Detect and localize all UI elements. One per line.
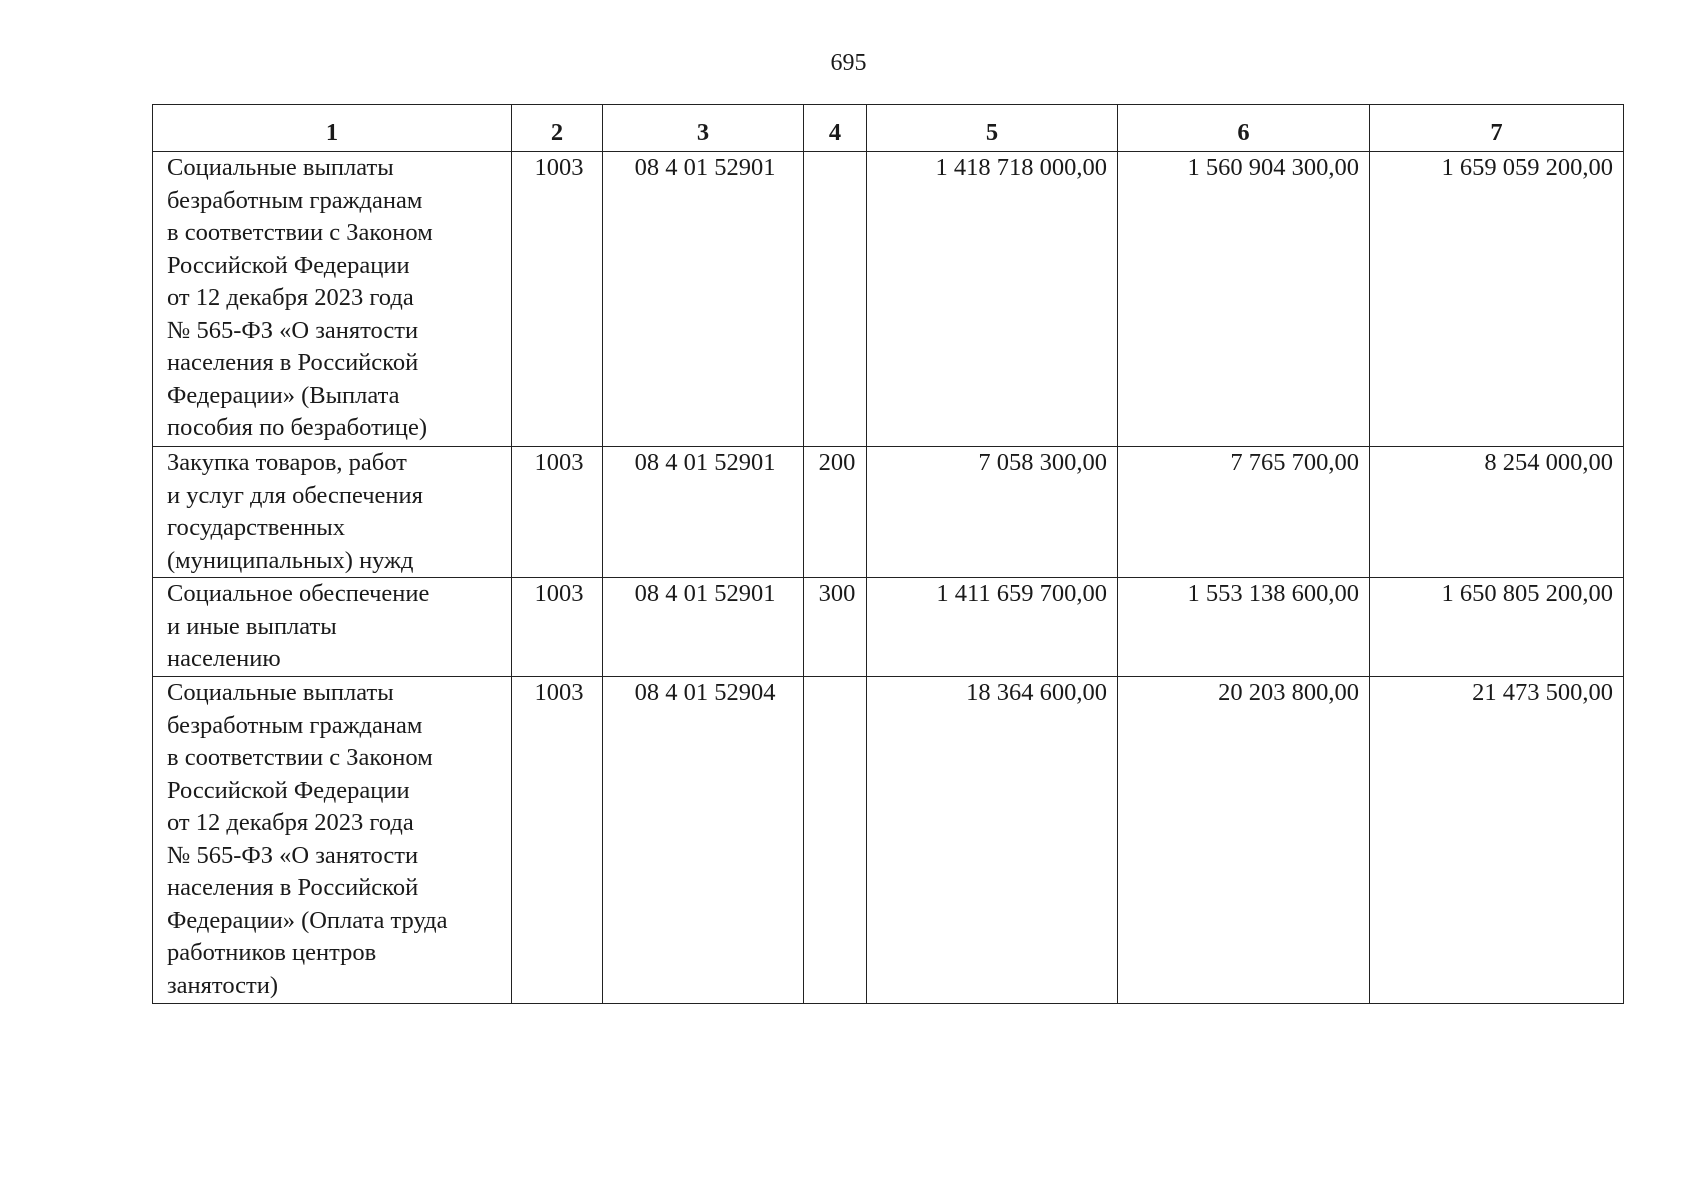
page-number: 695 [830,50,867,76]
value-col-7: 21 473 500,00 [1370,677,1624,1004]
kind-code [804,152,867,447]
value-col-5: 7 058 300,00 [867,447,1118,578]
table-row [153,578,1624,677]
value-col-7: 1 659 059 200,00 [1370,152,1624,447]
value-col-5: 1 411 659 700,00 [867,578,1118,677]
column-header: 3 [603,105,804,152]
kind-code [804,677,867,1004]
table-row [153,152,1624,447]
section-code: 1003 [512,677,603,1004]
kind-code: 200 [804,447,867,578]
column-header: 7 [1370,105,1624,152]
header-row [153,105,1624,152]
target-code: 08 4 01 52901 [603,578,804,677]
row-name: Социальные выплаты безработным гражданам в соответствии с Законом Российской Федерации от 12 декабря 2023 года № 565-ФЗ «О занятости населения в Российской Федерации» (Оплата труда работников центров занятости) [153,677,512,1004]
column-header: 2 [512,105,603,152]
value-col-5: 18 364 600,00 [867,677,1118,1004]
value-col-7: 8 254 000,00 [1370,447,1624,578]
column-header: 4 [804,105,867,152]
value-col-6: 1 560 904 300,00 [1118,152,1370,447]
value-col-5: 1 418 718 000,00 [867,152,1118,447]
target-code: 08 4 01 52904 [603,677,804,1004]
column-header: 5 [867,105,1118,152]
table-row [153,447,1624,578]
row-name: Социальные выплаты безработным гражданам в соответствии с Законом Российской Федерации от 12 декабря 2023 года № 565-ФЗ «О занятости населения в Российской Федерации» (Выплата пособия по безработице) [153,152,512,447]
value-col-6: 7 765 700,00 [1118,447,1370,578]
row-name: Социальное обеспечение и иные выплаты населению [153,578,512,677]
value-col-6: 1 553 138 600,00 [1118,578,1370,677]
target-code: 08 4 01 52901 [603,447,804,578]
target-code: 08 4 01 52901 [603,152,804,447]
kind-code: 300 [804,578,867,677]
section-code: 1003 [512,447,603,578]
section-code: 1003 [512,152,603,447]
value-col-6: 20 203 800,00 [1118,677,1370,1004]
column-header: 6 [1118,105,1370,152]
table-row [153,677,1624,1004]
value-col-7: 1 650 805 200,00 [1370,578,1624,677]
section-code: 1003 [512,578,603,677]
budget-table [152,104,1624,1004]
row-name: Закупка товаров, работ и услуг для обеспечения государственных (муниципальных) нужд [153,447,512,578]
column-header: 1 [153,105,512,152]
